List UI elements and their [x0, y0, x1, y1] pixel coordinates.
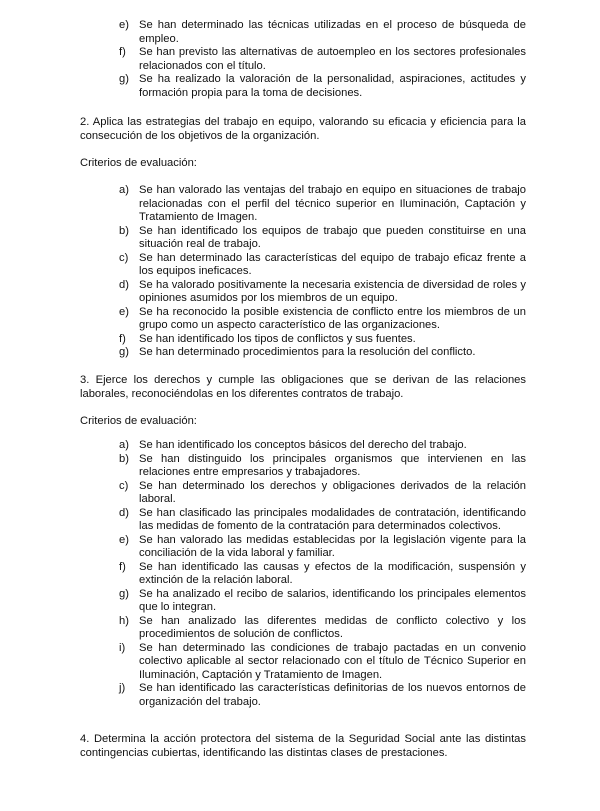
- list-marker: g): [119, 346, 129, 358]
- section-2-criteria-label: Criterios de evaluación:: [80, 157, 197, 169]
- section-3-criteria-label: Criterios de evaluación:: [80, 415, 197, 427]
- criteria-list-continued: [119, 19, 526, 100]
- list-marker: f): [119, 46, 126, 58]
- list-item-text: Se han identificado los tipos de conflictos y sus fuentes.: [139, 332, 416, 345]
- list-item-text: Se han determinado las técnicas utilizadas en el proceso de búsqueda de empleo.: [139, 19, 526, 45]
- list-item: [119, 46, 526, 73]
- list-item-text: Se han determinado las condiciones de trabajo pactadas en un convenio colectivo aplicable al sector relacionado con el título de Técnico Superior en Iluminación, Captación y Tratamiento de Imagen.: [139, 641, 526, 681]
- list-item: [119, 184, 526, 225]
- list-item: [119, 534, 526, 561]
- list-item-text: Se ha valorado positivamente la necesaria existencia de diversidad de roles y opiniones asumidos por los miembros de un equipo.: [139, 278, 526, 304]
- list-marker: c): [119, 251, 129, 264]
- list-item: [119, 73, 526, 100]
- list-item-text: Se han determinado procedimientos para la resolución del conflicto.: [139, 346, 476, 358]
- list-item: [119, 225, 526, 252]
- list-item-text: Se han identificado las características definitorias de los nuevos entornos de organización del trabajo.: [139, 682, 526, 708]
- section-3-criteria-list: [119, 439, 526, 709]
- list-item-text: Se han identificado las causas y efectos de la modificación, suspensión y extinción de la relación laboral.: [139, 560, 526, 586]
- list-item: [119, 252, 526, 279]
- list-item: [119, 615, 526, 642]
- list-item: [119, 346, 526, 360]
- list-item-text: Se han previsto las alternativas de autoempleo en los sectores profesionales relacionados con el título.: [139, 46, 526, 72]
- list-marker: e): [119, 305, 129, 318]
- section-4-heading: 4. Determina la acción protectora del sistema de la Seguridad Social ante las distintas contingencias cubiertas, identificando las distintas clases de prestaciones.: [80, 733, 526, 759]
- list-item: [119, 561, 526, 588]
- list-item-text: Se han identificado los conceptos básicos del derecho del trabajo.: [139, 439, 467, 451]
- list-item-text: Se han clasificado las principales modalidades de contratación, identificando las medidas de fomento de la contratación para determinados colectivos.: [139, 506, 526, 532]
- section-2-criteria-list: [119, 184, 526, 360]
- list-item-text: Se ha analizado el recibo de salarios, identificando los principales elementos que lo integran.: [139, 587, 526, 613]
- list-item: [119, 333, 526, 347]
- list-item-text: Se han analizado las diferentes medidas de conflicto colectivo y los procedimientos de solución de conflictos.: [139, 614, 526, 640]
- list-item-text: Se han identificado los equipos de trabajo que pueden constituirse en una situación real de trabajo.: [139, 224, 526, 250]
- list-item: [119, 19, 526, 46]
- list-item-text: Se ha realizado la valoración de la personalidad, aspiraciones, actitudes y formación propia para la toma de decisiones.: [139, 73, 526, 99]
- list-marker: d): [119, 278, 129, 291]
- list-marker: i): [119, 641, 126, 654]
- list-item: [119, 507, 526, 534]
- list-item: [119, 453, 526, 480]
- list-item: [119, 480, 526, 507]
- list-marker: j): [119, 682, 126, 694]
- list-item-text: Se han valorado las medidas establecidas por la legislación vigente para la conciliación de la vida laboral y familiar.: [139, 533, 526, 559]
- list-item-text: Se han determinado las características del equipo de trabajo eficaz frente a los equipos ineficaces.: [139, 251, 526, 277]
- list-item: [119, 439, 526, 453]
- list-marker: h): [119, 614, 129, 627]
- list-marker: b): [119, 224, 129, 237]
- list-item: [119, 306, 526, 333]
- list-marker: g): [119, 587, 129, 600]
- list-item: [119, 279, 526, 306]
- list-item: [119, 682, 526, 709]
- list-marker: e): [119, 19, 129, 31]
- list-item: [119, 642, 526, 683]
- list-marker: b): [119, 452, 129, 465]
- list-item-text: Se han determinado los derechos y obligaciones derivados de la relación laboral.: [139, 479, 526, 505]
- list-marker: a): [119, 184, 129, 196]
- list-marker: e): [119, 533, 129, 546]
- list-marker: a): [119, 439, 129, 451]
- list-item-text: Se han distinguido los principales organismos que intervienen en las relaciones entre empresarios y trabajadores.: [139, 452, 526, 478]
- list-marker: g): [119, 73, 129, 85]
- list-marker: c): [119, 479, 129, 492]
- list-marker: f): [119, 332, 126, 345]
- list-item-text: Se han valorado las ventajas del trabajo en equipo en situaciones de trabajo relacionadas con el perfil del técnico superior en Iluminación, Captación y Tratamiento de Imagen.: [139, 184, 526, 223]
- section-2-heading: 2. Aplica las estrategias del trabajo en equipo, valorando su eficacia y eficiencia para la consecución de los objetivos de la organización.: [80, 116, 526, 142]
- list-marker: d): [119, 506, 129, 519]
- list-item: [119, 588, 526, 615]
- list-marker: f): [119, 560, 126, 573]
- list-item-text: Se ha reconocido la posible existencia de conflicto entre los miembros de un grupo como un aspecto característico de las organizaciones.: [139, 305, 526, 331]
- section-3-heading: 3. Ejerce los derechos y cumple las obligaciones que se derivan de las relaciones laborales, reconociéndolas en los diferentes contratos de trabajo.: [80, 374, 526, 400]
